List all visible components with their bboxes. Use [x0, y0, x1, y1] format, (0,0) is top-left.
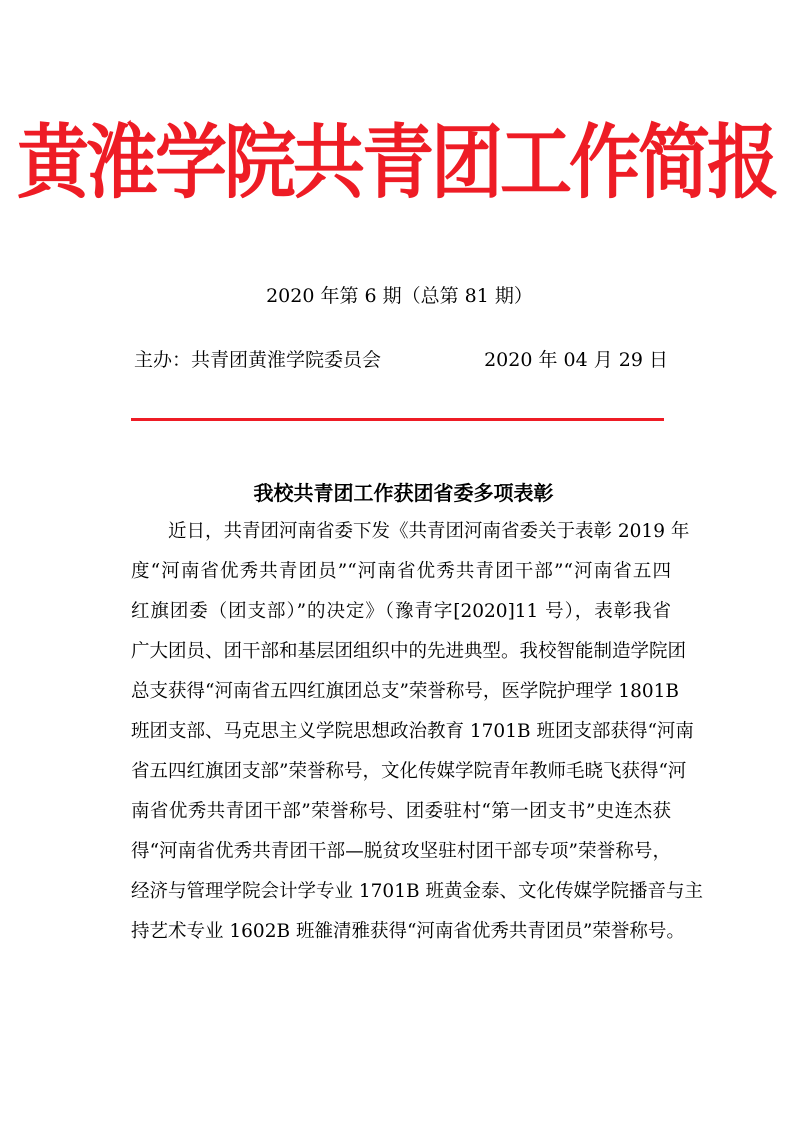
body-line: 持艺术专业 1602B 班雒清雅获得“河南省优秀共青团员”荣誉称号。	[131, 921, 685, 942]
body-line: 近日，共青团河南省委下发《共青团河南省委关于表彰 2019 年	[168, 521, 690, 542]
body-line: 广大团员、团干部和基层团组织中的先进典型。我校智能制造学院团	[131, 641, 687, 662]
masthead-title: 黄淮学院共青团工作简报	[16, 114, 776, 210]
body-line: 班团支部、马克思主义学院思想政治教育 1701B 班团支部获得“河南	[131, 721, 694, 742]
body-line: 总支获得“河南省五四红旗团总支”荣誉称号，医学院护理学 1801B	[131, 681, 679, 702]
body-line: 经济与管理学院会计学专业 1701B 班黄金泰、文化传媒学院播音与主	[131, 881, 703, 902]
body-line: 红旗团委（团支部）”的决定》（豫青字[2020]11 号），表彰我省	[131, 601, 671, 622]
body-line: 度“河南省优秀共青团员”“河南省优秀共青团干部”“河南省五四	[131, 561, 671, 582]
sponsor: 主办：共青团黄淮学院委员会	[134, 349, 382, 371]
publish-date: 2020 年 04 月 29 日	[484, 349, 668, 371]
body-line: 得“河南省优秀共青团干部—脱贫攻坚驻村团干部专项”荣誉称号，	[131, 841, 671, 862]
red-divider	[131, 418, 664, 421]
meta-row	[134, 346, 668, 374]
article-title: 我校共青团工作获团省委多项表彰	[253, 481, 554, 505]
body-line: 省五四红旗团支部”荣誉称号，文化传媒学院青年教师毛晓飞获得“河	[131, 761, 687, 782]
issue-number: 2020 年第 6 期（总第 81 期）	[266, 285, 533, 307]
article-body	[131, 512, 703, 952]
body-line: 南省优秀共青团干部”荣誉称号、团委驻村“第一团支书”史连杰获	[131, 801, 671, 822]
